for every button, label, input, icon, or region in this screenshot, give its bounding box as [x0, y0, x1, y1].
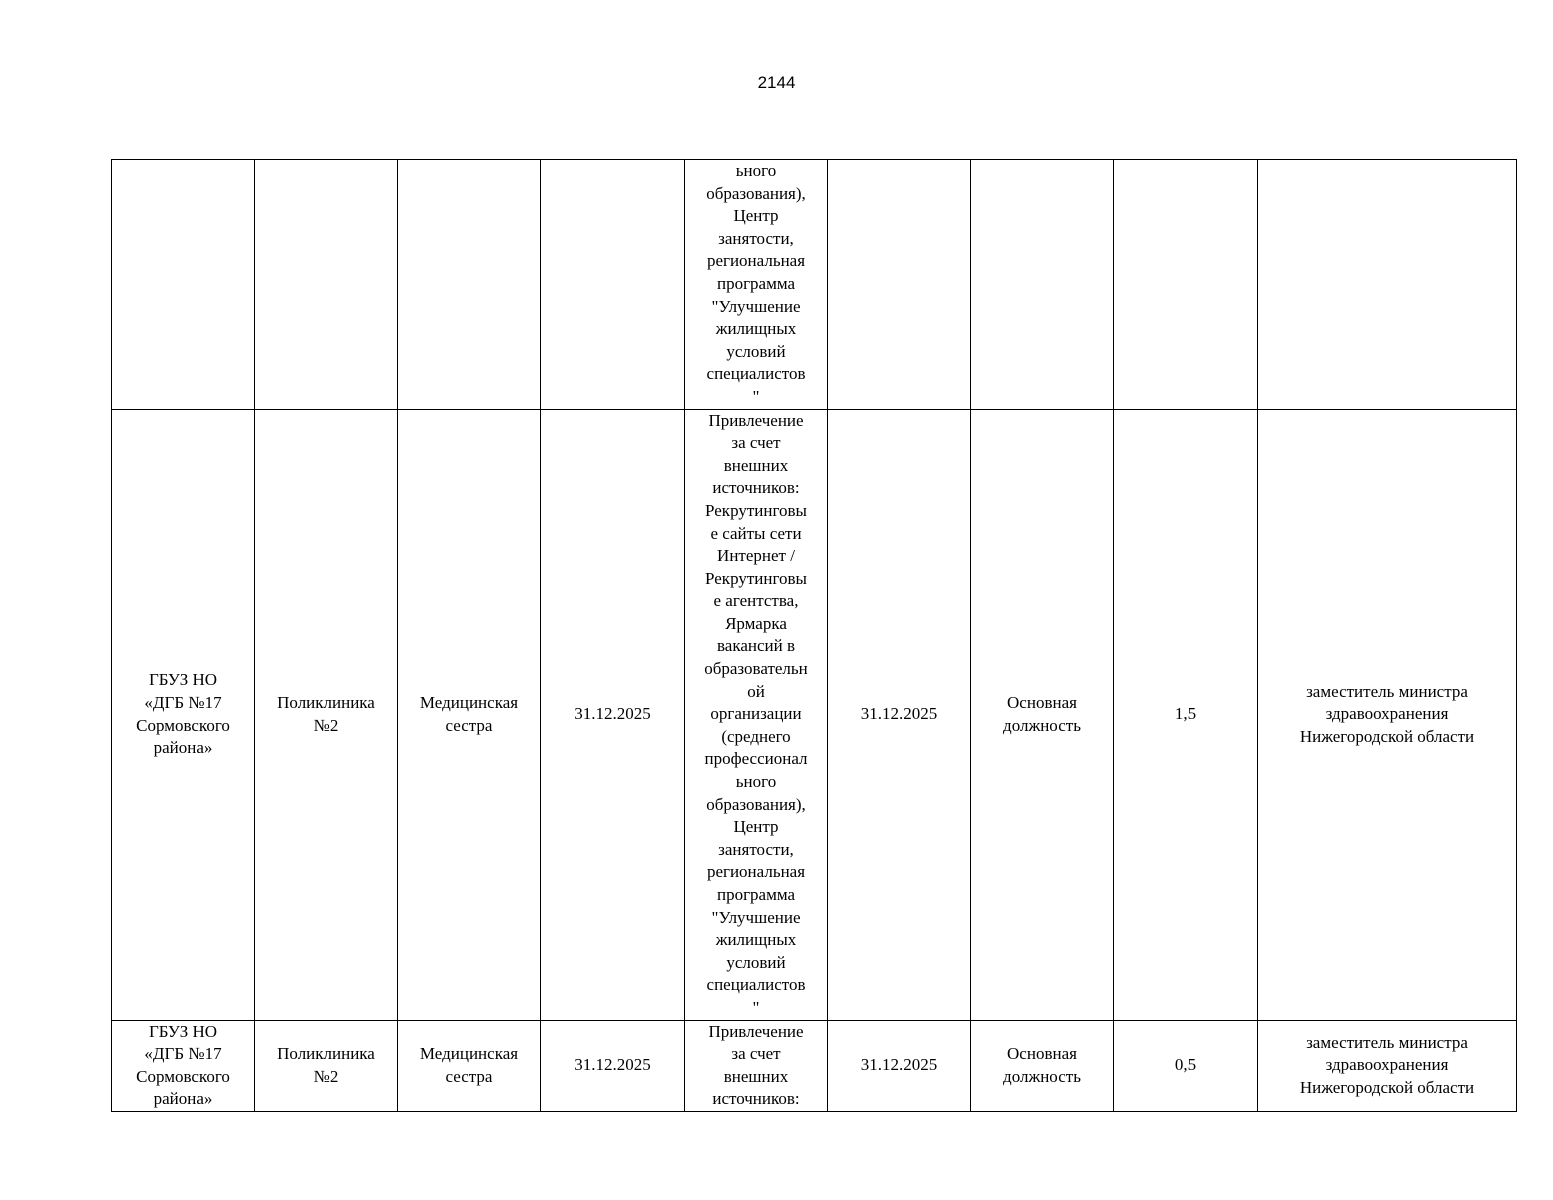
source-line: специалистов	[706, 364, 806, 384]
source-line: условий	[726, 952, 786, 972]
source-line: за счет	[731, 433, 781, 453]
source-line: е сайты сети	[710, 523, 802, 543]
source-line: Центр	[733, 206, 779, 226]
source-line: (среднего	[721, 726, 791, 746]
position-cell: Медицинская сестра	[398, 1020, 541, 1111]
source-line: Центр	[733, 817, 779, 837]
source-line: "	[752, 997, 760, 1017]
source-line: программа	[716, 273, 796, 293]
source-line: "Улучшение	[711, 907, 801, 927]
rate-cell: 0,5	[1114, 1020, 1258, 1111]
source-line: за счет	[731, 1044, 781, 1064]
source-line: образовательн	[704, 659, 808, 679]
date-cell	[541, 160, 685, 410]
source-line: "	[752, 386, 760, 406]
source-line: занятости,	[718, 228, 794, 248]
source-line: ьного	[735, 161, 777, 180]
job-type-cell: Основная должность	[971, 1020, 1114, 1111]
date-cell: 31.12.2025	[828, 1020, 971, 1111]
source-line: жилищных	[715, 930, 797, 950]
job-type-cell	[971, 160, 1114, 410]
date-cell: 31.12.2025	[828, 409, 971, 1020]
table-row	[112, 409, 1517, 1020]
source-line: источников:	[712, 1089, 800, 1109]
source-line: Привлечение	[708, 1021, 804, 1041]
source-line: специалистов	[706, 975, 806, 995]
position-cell	[398, 160, 541, 410]
source-cell	[685, 409, 828, 1020]
source-line: Рекрутинговы	[705, 500, 807, 520]
source-line: источников:	[712, 478, 800, 498]
rate-cell	[1114, 160, 1258, 410]
unit-cell: Поликлиника №2	[255, 1020, 398, 1111]
source-line: программа	[716, 885, 796, 904]
responsible-cell: заместитель министра здравоохранения Нижегородской области	[1258, 409, 1517, 1020]
source-line: Рекрутинговы	[705, 568, 807, 588]
source-line: занятости,	[718, 839, 794, 859]
source-line: региональная	[706, 862, 806, 882]
unit-cell	[255, 160, 398, 410]
org-cell: ГБУЗ НО «ДГБ №17 Сормовского района»	[112, 409, 255, 1020]
rate-cell: 1,5	[1114, 409, 1258, 1020]
source-line: Привлечение	[708, 410, 804, 430]
page-number: 2144	[757, 73, 796, 92]
source-line: вакансий в	[716, 636, 795, 656]
responsible-cell: заместитель министра здравоохранения Нижегородской области	[1258, 1020, 1517, 1111]
table-row	[112, 160, 1517, 410]
source-cell	[685, 1020, 828, 1111]
source-line: "Улучшение	[711, 296, 801, 316]
date-cell	[828, 160, 971, 410]
source-cell	[685, 160, 828, 410]
responsible-cell	[1258, 160, 1517, 410]
date-cell: 31.12.2025	[541, 1020, 685, 1111]
source-line: е агентства,	[713, 591, 799, 611]
source-line: Интернет /	[717, 546, 795, 566]
table-row	[112, 1020, 1517, 1111]
source-line: региональная	[706, 251, 806, 271]
source-line: образования),	[706, 794, 806, 814]
date-cell: 31.12.2025	[541, 409, 685, 1020]
source-line: внешних	[723, 1066, 789, 1086]
org-cell: ГБУЗ НО «ДГБ №17 Сормовского района»	[112, 1020, 255, 1111]
position-cell: Медицинская сестра	[398, 409, 541, 1020]
source-line: ой	[747, 681, 765, 701]
source-line: ьного	[735, 772, 777, 792]
unit-cell: Поликлиника №2	[255, 409, 398, 1020]
source-line: организации	[710, 704, 802, 724]
source-line: жилищных	[715, 319, 797, 339]
source-line: профессионал	[704, 749, 808, 769]
org-cell	[112, 160, 255, 410]
source-line: Ярмарка	[725, 613, 787, 633]
job-type-cell: Основная должность	[971, 409, 1114, 1020]
staffing-table	[111, 159, 1517, 1112]
source-line: условий	[726, 341, 786, 361]
source-line: образования),	[706, 183, 806, 203]
source-line: внешних	[723, 455, 789, 475]
